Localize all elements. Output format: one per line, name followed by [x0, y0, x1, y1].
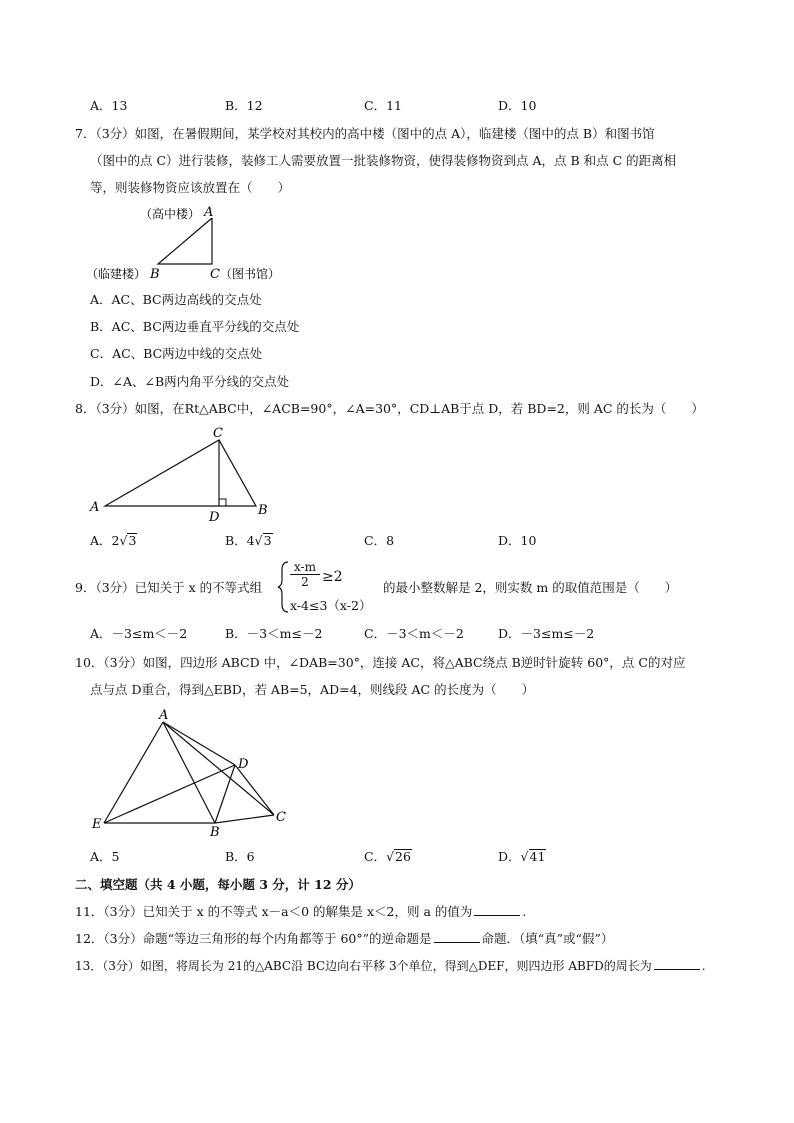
q10-option-c-prefix: C． [364, 849, 387, 864]
q12-answer-blank[interactable] [434, 931, 480, 943]
q10-option-d[interactable] [498, 849, 546, 865]
q10-option-c[interactable] [364, 849, 412, 865]
q6-option-b[interactable]: B．12 [225, 98, 263, 113]
q9-stem-suffix: 的最小整数解是 2，则实数 m 的取值范围是（ ） [383, 580, 678, 595]
q7-label-temp: （临建楼） [86, 267, 147, 281]
q9-option-a[interactable]: A．－3≤m＜－2 [90, 626, 188, 641]
q10-option-c-radicand: 26 [395, 849, 411, 864]
q7-stem-line3: 等，则装修物资应该放置在（ ） [90, 180, 291, 195]
q10-label-D: D [238, 757, 249, 772]
q8-option-d[interactable]: D．10 [498, 533, 537, 548]
radical-sign: √ [119, 533, 128, 548]
q7-option-b[interactable]: B．AC、BC两边垂直平分线的交点处 [90, 319, 300, 334]
q10-seg-ae [104, 722, 163, 823]
radical-sign: √ [520, 849, 529, 864]
q11 [75, 904, 526, 920]
q9-option-b[interactable]: B．－3＜m≤－2 [225, 626, 323, 641]
section2-title: 二、填空题（共 4 小题，每小题 3 分，计 12 分） [75, 877, 361, 892]
q8-label-B: B [258, 503, 268, 518]
q8-stem: 8．（3分）如图，在Rt△ABC中，∠ACB=90°，∠A=30°，CD⊥AB于点 D，若 BD=2，则 AC 的长为（ ） [75, 401, 704, 416]
q8-option-a-prefix: A．2 [90, 533, 120, 548]
q9-stem-prefix: 9．（3分）已知关于 x 的不等式组 [75, 580, 263, 595]
q9-fraction-denominator: 2 [301, 575, 309, 589]
q10-seg-ac [163, 722, 274, 815]
q10-label-E: E [92, 817, 102, 832]
q11-answer-blank[interactable] [474, 904, 520, 916]
q10-seg-bc [215, 815, 274, 823]
radical-sign: √ [386, 849, 395, 864]
q8-option-c[interactable]: C．8 [364, 533, 395, 548]
q10-stem-line2: 点与点 D重合，得到△EBD，若 AB=5，AD=4，则线段 AC 的长度为（ ） [90, 682, 535, 697]
q10-option-b[interactable]: B．6 [225, 849, 255, 864]
q10-label-C: C [276, 810, 286, 825]
q13-answer-blank[interactable] [654, 958, 700, 970]
q6-option-c[interactable]: C．11 [364, 98, 402, 113]
q7-label-lib: （图书馆） [220, 267, 281, 281]
radical-sign: √ [254, 533, 263, 548]
q6-option-d[interactable]: D．10 [498, 98, 537, 113]
q10-option-d-radicand: 41 [529, 849, 546, 864]
q7-option-c[interactable]: C．AC、BC两边中线的交点处 [90, 346, 263, 361]
q10-label-B: B [210, 825, 220, 840]
q7-stem-line1: 7．（3分）如图，在暑假期间，某学校对其校内的高中楼（图中的点 A），临建楼（图中的点 B）和图书馆 [75, 126, 655, 141]
q7-option-d[interactable]: D．∠A、∠B两内角平分线的交点处 [90, 374, 290, 389]
q12 [75, 931, 613, 947]
q7-label-A: A [204, 205, 214, 220]
q6-option-a[interactable]: A．13 [90, 98, 128, 113]
q11-text-end: . [522, 904, 527, 919]
q8-option-b-radicand: 3 [263, 533, 272, 548]
q7-label-C: C [210, 267, 220, 282]
q9-option-c[interactable]: C．－3＜m＜－2 [364, 626, 464, 641]
q8-option-a-radicand: 3 [128, 533, 137, 548]
q13-text: 13．（3分）如图，将周长为 21的△ABC沿 BC边向右平移 3个单位，得到△DEF，则四边形 ABFD的周长为 [75, 959, 652, 973]
q10-option-d-prefix: D． [498, 849, 521, 864]
q7-option-a[interactable]: A．AC、BC两边高线的交点处 [90, 292, 262, 307]
q12-text: 12．（3分）命题“等边三角形的每个内角都等于 60°”的逆命题是 [75, 931, 432, 946]
q8-label-D: D [209, 510, 220, 525]
q9-option-d[interactable]: D．－3≤m≤－2 [498, 626, 595, 641]
q8-option-b-prefix: B．4 [225, 533, 255, 548]
q10-seg-dc [235, 765, 274, 815]
q9-fraction-numerator: x-m [290, 560, 320, 575]
q7-label-B: B [150, 267, 160, 282]
q13-text-end: . [701, 959, 706, 973]
q7-stem-line2: （图中的点 C）进行装修，装修工人需要放置一批装修物资，使得装修物资到点 A，点 B 和点 C 的距离相 [90, 153, 677, 168]
q7-label-high: （高中楼） [140, 207, 201, 221]
q10-option-a[interactable]: A．5 [90, 849, 120, 864]
q11-text: 11．（3分）已知关于 x 的不等式 x－a＜0 的解集是 x＜2，则 a 的值为 [75, 904, 473, 919]
q13 [75, 958, 706, 974]
q8-label-A: A [90, 500, 100, 515]
q10-seg-ed [104, 765, 235, 823]
q8-label-C: C [213, 426, 223, 441]
q10-stem-line1: 10．（3分）如图，四边形 ABCD 中，∠DAB=30°，连接 AC，将△ABC绕点 B逆时针旋转 60°，点 C的对应 [75, 655, 686, 670]
q12-text-end: 命题．（填“真”或“假”） [481, 931, 614, 946]
q10-label-A: A [159, 708, 169, 723]
q9-ineq2: x-4≤3（x-2） [290, 598, 372, 613]
q9-ineq1-relation: ≥2 [322, 569, 343, 585]
